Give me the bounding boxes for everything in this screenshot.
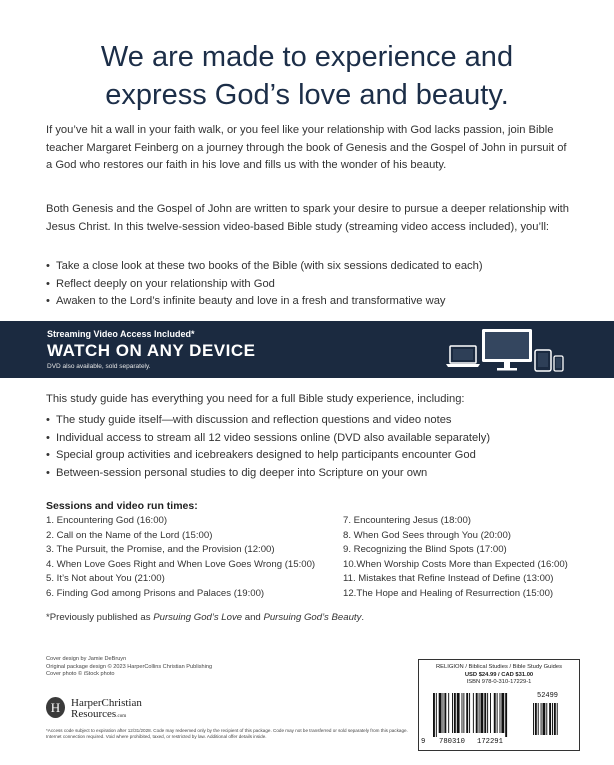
barcode-bar	[463, 693, 464, 733]
list-item: • Individual access to stream all 12 video sessions online (DVD also available separately)	[46, 430, 586, 448]
barcode-bar	[494, 693, 496, 733]
barcode-bar	[487, 693, 488, 733]
barcode-bar	[462, 693, 463, 733]
barcode-bar	[535, 703, 537, 735]
headline	[0, 38, 614, 114]
barcode-bar	[479, 693, 480, 733]
sessions-list-right	[343, 514, 568, 602]
session-item: 9. Recognizing the Blind Spots (17:00)	[343, 544, 507, 556]
session-item: 2. Call on the Name of the Lord (15:00)	[46, 529, 213, 541]
session-item: 3. The Pursuit, the Promise, and the Provision (12:00)	[46, 544, 275, 556]
barcode-box	[418, 659, 580, 751]
list-item: • The study guide itself—with discussion and reflection questions and video notes	[46, 412, 586, 430]
publisher-name-line-1: HarperChristian	[71, 697, 142, 709]
list-item: • Take a close look at these two books of the Bible (with six sessions dedicated to each)	[46, 258, 586, 276]
session-item: 10.When Worship Costs More than Expected (16:00)	[343, 558, 568, 570]
barcode-bar	[554, 703, 556, 735]
barcode-bar	[500, 693, 501, 733]
headline-line-2: express God’s love and beauty.	[105, 79, 509, 111]
barcode-bar	[501, 693, 504, 733]
barcode-bar	[541, 703, 542, 735]
session-item: 8. When God Sees through You (20:00)	[343, 529, 512, 541]
barcode-bar	[436, 693, 437, 737]
barcode-isbn: ISBN 978-0-310-17229-1	[466, 679, 532, 685]
sessions-list-left	[46, 514, 315, 602]
note-title-1: Pursuing God’s Love	[153, 612, 243, 623]
barcode-bar	[439, 693, 442, 733]
barcode-bar	[466, 693, 468, 733]
intro-paragraph: If you’ve hit a wall in your faith walk, or you feel like your relationship with God lacks passion, join Bible teacher Margaret Feinberg on a journey through the book of Genesis and the Gospel of John in pursuit of a God who restores our faith in his love and fills us with the wonder of his beauty.	[46, 124, 567, 171]
barcode-bar	[448, 693, 449, 733]
session-item: 6. Finding God among Prisons and Palaces (19:00)	[46, 587, 265, 599]
note-title-2: Pursuing God’s Beauty	[263, 612, 362, 623]
barcode-bar	[454, 693, 456, 733]
headline-line-1: We are made to experience and	[100, 41, 514, 73]
session-item: 7. Encountering Jesus (18:00)	[343, 515, 471, 526]
devices-icon	[440, 326, 570, 374]
session-item: 1. Encountering God (16:00)	[46, 515, 168, 526]
list-item: • Reflect deeply on your relationship with God	[46, 276, 586, 294]
barcode-bar	[473, 693, 474, 733]
barcode-bar	[476, 693, 478, 733]
banner-note: DVD also available, sold separately.	[47, 363, 151, 370]
barcode-bar	[443, 693, 444, 733]
barcode-digits-1: 780310	[439, 738, 465, 746]
note-suffix: .	[361, 612, 365, 623]
legal-text: *Access code subject to expiration after 12/31/2028. Code may redeemed only by the recipient of this package. Code may not be transferred or sold separately from this package. Internet connection required. Void where prohibited, taxed, or restricted by law. Additional offer details inside.	[46, 728, 408, 739]
barcode-bar	[546, 703, 547, 735]
barcode-bar	[469, 693, 470, 733]
barcode-bar	[533, 703, 534, 735]
barcode-category: RELIGION / Biblical Studies / Bible Study Guides	[436, 664, 562, 670]
credit-line: Original package design © 2023 HarperCollins Christian Publishing	[46, 663, 213, 670]
barcode-bar	[433, 693, 435, 737]
barcode-info	[419, 664, 579, 687]
list-item: • Between-session personal studies to dig deeper into Scripture on your own	[46, 465, 586, 483]
barcode-bar	[505, 693, 507, 737]
session-item: 11. Mistakes that Refine Instead of Define (13:00)	[343, 573, 554, 585]
credits	[46, 656, 212, 679]
barcode-bar	[497, 693, 498, 733]
session-item: 5. It’s Not about You (21:00)	[46, 573, 165, 585]
banner-title: WATCH ON ANY DEVICE	[47, 341, 256, 360]
publisher-name-resources: Resources	[71, 708, 117, 720]
sessions-title: Sessions and video run times:	[46, 500, 198, 512]
barcode-price-code: 52499	[537, 692, 559, 700]
barcode-bar	[484, 693, 486, 733]
study-intro: This study guide has everything you need for a full Bible study experience, including:	[46, 393, 465, 405]
benefits-list	[46, 258, 586, 311]
barcode-bar	[444, 693, 446, 733]
previously-published-note	[46, 612, 364, 623]
barcode-bar	[452, 693, 453, 733]
list-item: • Awaken to the Lord’s infinite beauty and love in a fresh and transformative way	[46, 293, 586, 311]
publisher-suffix: .com	[116, 714, 127, 719]
barcode-bar	[490, 693, 491, 733]
list-item: • Special group activities and icebreakers designed to help participants encounter God	[46, 447, 586, 465]
credit-line: Cover design by Jamie DeBruyn	[46, 656, 127, 662]
note-prefix: *Previously published as	[46, 612, 154, 623]
barcode-bar	[543, 703, 546, 735]
barcode-price: USD $24.99 / CAD $31.00	[464, 671, 534, 678]
streaming-banner	[0, 321, 614, 378]
barcode-bar	[457, 693, 460, 733]
barcode-bar	[552, 703, 553, 735]
barcode-digits-2: 172291	[477, 738, 503, 746]
note-middle: and	[242, 612, 264, 623]
session-item: 4. When Love Goes Right and When Love Goes Wrong (15:00)	[46, 558, 316, 570]
features-list	[46, 412, 586, 482]
banner-subtitle: Streaming Video Access Included*	[47, 329, 195, 339]
barcode-bar	[538, 703, 539, 735]
session-item: 12.The Hope and Healing of Resurrection (15:00)	[343, 587, 554, 599]
publisher-logo	[46, 697, 196, 719]
barcode-digit-first: 9	[421, 738, 426, 746]
publisher-name-line-2	[71, 708, 126, 720]
credit-line: Cover photo © iStock photo	[46, 671, 115, 677]
barcode-bar	[481, 693, 484, 733]
barcode-bar	[549, 703, 551, 735]
publisher-mark: H	[46, 697, 65, 718]
second-paragraph: Both Genesis and the Gospel of John are written to spark your desire to pursue a deeper relationship with Jesus Christ. In this twelve-session video-based Bible study (streaming video access included), you’ll:	[46, 203, 570, 233]
barcode-bar	[557, 703, 558, 735]
